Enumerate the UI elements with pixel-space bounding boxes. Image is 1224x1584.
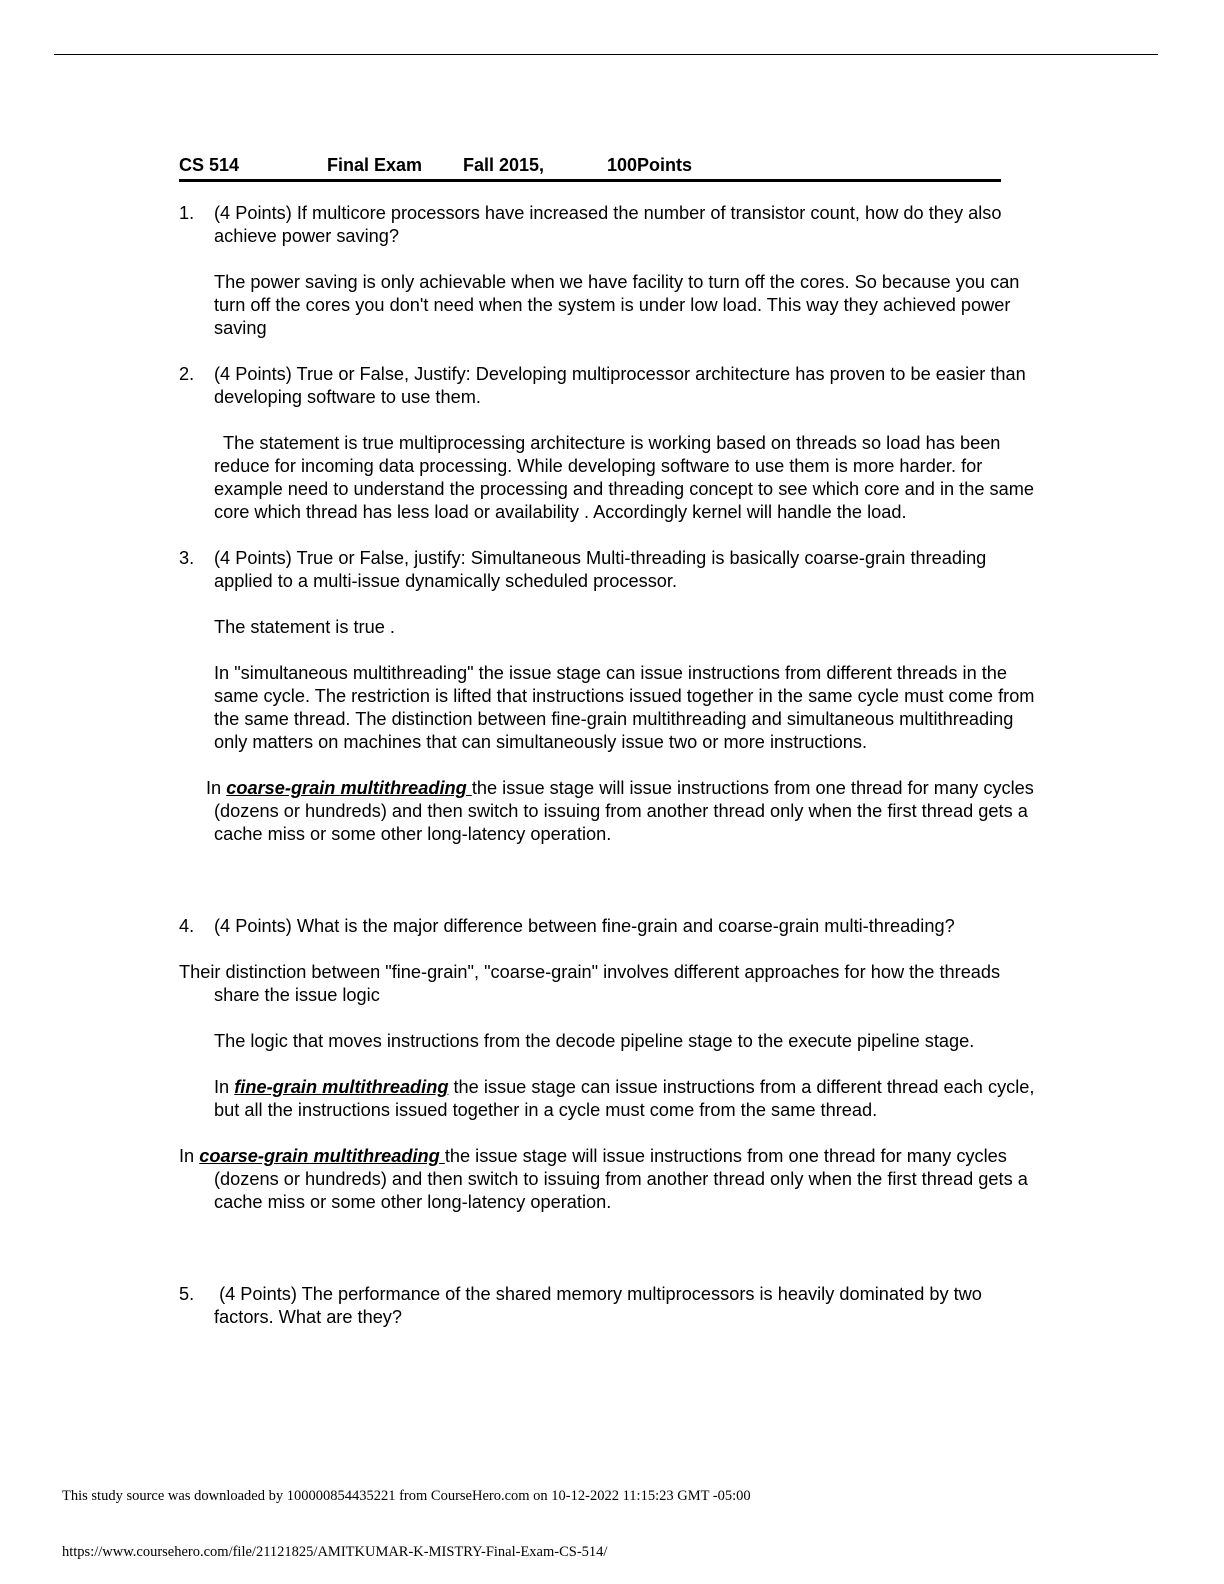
source-url: https://www.coursehero.com/file/21121825/AMITKUMAR-K-MISTRY-Final-Exam-CS-514/	[62, 1544, 608, 1560]
answer-4-fine	[179, 1076, 1039, 1122]
question-number: 3.	[179, 548, 195, 568]
term-coarse-grain: coarse-grain multithreading	[226, 778, 472, 798]
course-code: CS 514	[179, 155, 240, 175]
text-prefix: In	[179, 1146, 200, 1166]
text-prefix: In	[206, 778, 227, 798]
question-text: (4 Points) What is the major difference between fine-grain and coarse-grain multi-threading?	[214, 916, 955, 936]
question-number: 5.	[179, 1284, 195, 1304]
question-5	[179, 1283, 1039, 1329]
text-rest: the issue stage will issue instructions from one thread for many cycles (dozens or hundreds) and then switch to issuing from another thread only when the first thread gets a cache miss or some other long-latency operation.	[214, 778, 1034, 844]
exam-title: Final Exam	[327, 155, 423, 175]
question-number: 2.	[179, 364, 195, 384]
question-text: (4 Points) True or False, Justify: Developing multiprocessor architecture has proven to be easier than developing software to use them.	[214, 364, 1026, 407]
text-prefix: In	[214, 1077, 235, 1097]
answer-4-intro: Their distinction between "fine-grain", "coarse-grain" involves different approaches for how the threads share the issue logic	[179, 962, 1001, 1005]
text-rest: the issue stage will issue instructions from one thread for many cycles (dozens or hundreds) and then switch to issuing from another thread only when the first thread gets a cache miss or some other long-latency operation.	[214, 1146, 1028, 1212]
exam-header	[179, 155, 1001, 182]
answer-2: The statement is true multiprocessing architecture is working based on threads so load has been reduce for incoming data processing. While developing software to use them is more harder. for example need to understand the processing and threading concept to see which core and in the same core which thread has less load or availability . Accordingly kernel will handle the load.	[214, 433, 1034, 522]
question-number: 1.	[179, 203, 195, 223]
answer-3-smt: In "simultaneous multithreading" the issue stage can issue instructions from different threads in the same cycle. The restriction is lifted that instructions issued together in the same cycle must come from the same thread. The distinction between fine-grain multithreading and simultaneous multithreading only matters on machines that can simultaneously issue two or more instructions.	[214, 663, 1035, 752]
question-3	[179, 547, 1039, 593]
question-2	[179, 363, 1039, 409]
question-4	[179, 915, 1039, 938]
answer-4-logic: The logic that moves instructions from the decode pipeline stage to the execute pipeline stage.	[214, 1031, 975, 1051]
term-fine-grain: fine-grain multithreading	[234, 1077, 449, 1097]
question-text: (4 Points) The performance of the shared memory multiprocessors is heavily dominated by two factors. What are they?	[214, 1284, 987, 1327]
answer-3-coarse	[179, 777, 1039, 846]
question-1	[179, 202, 1039, 248]
exam-points: 100Points	[607, 155, 693, 175]
term-coarse-grain: coarse-grain multithreading	[199, 1146, 445, 1166]
question-text: (4 Points) If multicore processors have increased the number of transistor count, how do they also achieve power saving?	[214, 203, 1002, 246]
question-text: (4 Points) True or False, justify: Simultaneous Multi-threading is basically coarse-grain threading applied to a multi-issue dynamically scheduled processor.	[214, 548, 987, 591]
exam-term: Fall 2015,	[463, 155, 545, 175]
answer-1: The power saving is only achievable when we have facility to turn off the cores. So because you can turn off the cores you don't need when the system is under low load. This way they achieved power saving	[214, 272, 1020, 338]
answer-3-verdict: The statement is true .	[214, 617, 395, 637]
text-rest: the issue stage can issue instructions from a different thread each cycle, but all the instructions issued together in a cycle must come from the same thread.	[214, 1077, 1035, 1120]
question-number: 4.	[179, 916, 195, 936]
exam-content	[179, 202, 1039, 1329]
download-notice: This study source was downloaded by 100000854435221 from CourseHero.com on 10-12-2022 11:15:23 GMT -05:00	[62, 1488, 751, 1504]
answer-4-coarse	[179, 1145, 1039, 1214]
top-rule	[54, 54, 1158, 55]
